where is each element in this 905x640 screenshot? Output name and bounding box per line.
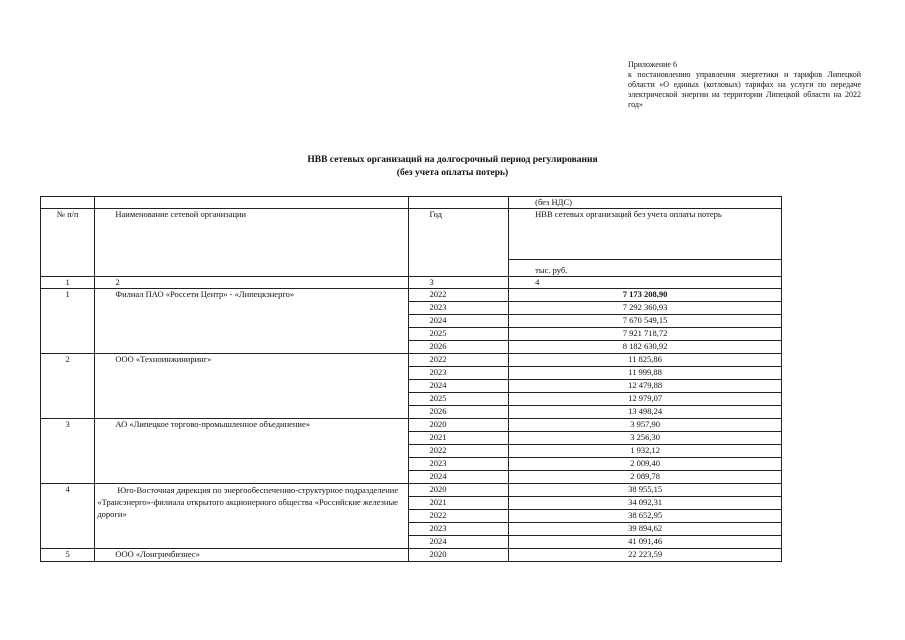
value-cell: 11 825,86 bbox=[509, 354, 782, 367]
year-cell: 2022 bbox=[409, 445, 509, 458]
value-cell: 41 091,46 bbox=[509, 536, 782, 549]
value-cell: 8 182 630,92 bbox=[509, 341, 782, 354]
value-cell: 22 223,59 bbox=[509, 549, 782, 562]
value-cell: 13 498,24 bbox=[509, 406, 782, 419]
value-cell: 3 957,90 bbox=[509, 419, 782, 432]
year-cell: 2024 bbox=[409, 536, 509, 549]
value-cell: 12 979,07 bbox=[509, 393, 782, 406]
value-cell: 2 089,78 bbox=[509, 471, 782, 484]
value-cell: 2 009,40 bbox=[509, 458, 782, 471]
value-cell: 7 921 718,72 bbox=[509, 328, 782, 341]
table-row bbox=[41, 419, 782, 432]
value-cell: 38 652,95 bbox=[509, 510, 782, 523]
col-number: 3 bbox=[409, 277, 509, 289]
year-cell: 2021 bbox=[409, 497, 509, 510]
header-value: НВВ сетевых организаций без учета оплаты потерь bbox=[509, 209, 782, 260]
year-cell: 2026 bbox=[409, 341, 509, 354]
org-name: ООО «Техноинжиниринг» bbox=[95, 354, 409, 419]
year-cell: 2022 bbox=[409, 510, 509, 523]
table-row bbox=[41, 354, 782, 367]
value-cell: 34 092,31 bbox=[509, 497, 782, 510]
org-name: ООО «Лонгричбизнес» bbox=[95, 549, 409, 562]
org-name: Юго-Восточная дирекция по энергообеспечению-структурное подразделение «Трансэнерго»-филиала открытого акционерного общества «Российские железные дороги» bbox=[95, 484, 409, 549]
org-number: 3 bbox=[41, 419, 95, 484]
header-name: Наименование сетевой организации bbox=[95, 209, 409, 277]
value-cell: 1 932,12 bbox=[509, 445, 782, 458]
value-cell: 7 670 549,15 bbox=[509, 315, 782, 328]
year-cell: 2024 bbox=[409, 380, 509, 393]
year-cell: 2021 bbox=[409, 432, 509, 445]
value-cell: 3 256,30 bbox=[509, 432, 782, 445]
title-line-2: (без учета оплаты потерь) bbox=[396, 168, 509, 178]
org-number: 4 bbox=[41, 484, 95, 549]
value-cell: 11 999,88 bbox=[509, 367, 782, 380]
annex-body: к постановлению управления энергетики и тарифов Липецкой области «О единых (котловых) тарифах на услуги по передаче электрической энергии на территории Липецкой области на 2022 год» bbox=[628, 70, 861, 109]
year-cell: 2025 bbox=[409, 328, 509, 341]
org-number: 2 bbox=[41, 354, 95, 419]
blank-cell bbox=[409, 197, 509, 209]
document-title bbox=[0, 154, 905, 180]
value-cell: 7 173 208,90 bbox=[509, 289, 782, 302]
year-cell: 2025 bbox=[409, 393, 509, 406]
nvv-table bbox=[40, 196, 782, 562]
col-number: 1 bbox=[41, 277, 95, 289]
title-line-1: НВВ сетевых организаций на долгосрочный период регулирования bbox=[307, 155, 598, 165]
table-row bbox=[41, 484, 782, 497]
value-cell: 7 292 360,93 bbox=[509, 302, 782, 315]
table-row bbox=[41, 549, 782, 562]
year-cell: 2022 bbox=[409, 354, 509, 367]
org-name: АО «Липецкое торгово-промышленное объединение» bbox=[95, 419, 409, 484]
year-cell: 2024 bbox=[409, 471, 509, 484]
blank-cell bbox=[95, 197, 409, 209]
org-number: 5 bbox=[41, 549, 95, 562]
col-number: 4 bbox=[509, 277, 782, 289]
year-cell: 2023 bbox=[409, 458, 509, 471]
annex-title: Приложение 6 bbox=[628, 60, 677, 69]
org-name: Филиал ПАО «Россети Центр» - «Липецкэнерго» bbox=[95, 289, 409, 354]
blank-cell bbox=[41, 197, 95, 209]
header-year: Год bbox=[409, 209, 509, 277]
year-cell: 2023 bbox=[409, 302, 509, 315]
org-number: 1 bbox=[41, 289, 95, 354]
header-unit: тыс. руб. bbox=[509, 260, 782, 277]
year-cell: 2023 bbox=[409, 523, 509, 536]
header-num: № п/п bbox=[41, 209, 95, 277]
year-cell: 2022 bbox=[409, 289, 509, 302]
col-number: 2 bbox=[95, 277, 409, 289]
value-cell: 38 955,15 bbox=[509, 484, 782, 497]
year-cell: 2026 bbox=[409, 406, 509, 419]
year-cell: 2020 bbox=[409, 484, 509, 497]
value-cell: 39 894,62 bbox=[509, 523, 782, 536]
table-row bbox=[41, 289, 782, 302]
value-cell: 12 479,88 bbox=[509, 380, 782, 393]
annex-header bbox=[628, 60, 861, 110]
year-cell: 2020 bbox=[409, 419, 509, 432]
vat-note: (без НДС) bbox=[509, 197, 782, 209]
year-cell: 2024 bbox=[409, 315, 509, 328]
year-cell: 2020 bbox=[409, 549, 509, 562]
year-cell: 2023 bbox=[409, 367, 509, 380]
